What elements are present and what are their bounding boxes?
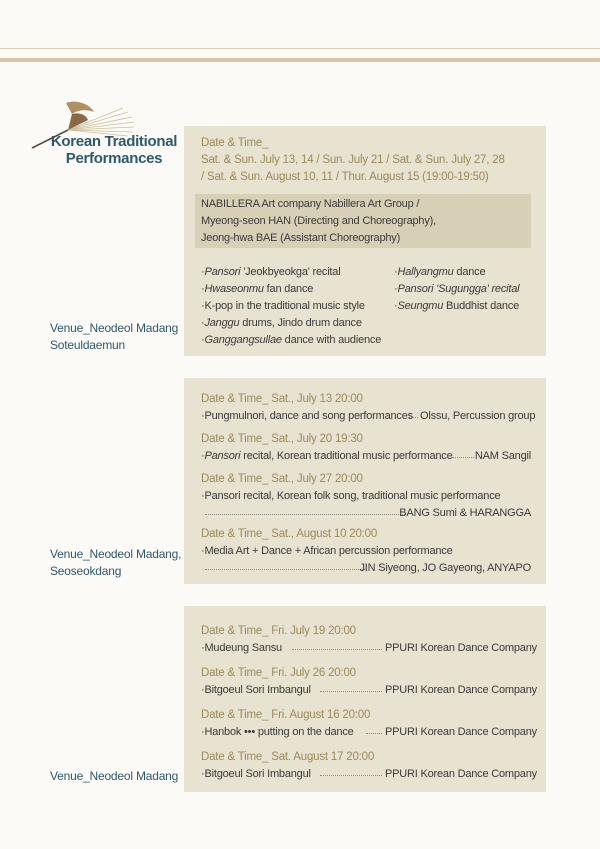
event-performer: JIN Siyeong, JO Gayeong, ANYAPO [359, 562, 531, 574]
program-item: ·Pansori 'Jeokbyeokga' recital [201, 266, 341, 278]
dot-leader [408, 417, 418, 418]
credits-line: Myeong-seon HAN (Directing and Choreography), [201, 215, 436, 227]
program-item: ·K-pop in the traditional music style [201, 300, 365, 312]
event-desc: ·Pansori recital, Korean folk song, traditional music performance [201, 490, 501, 502]
event-desc: ·Media Art + Dance + African percussion performance [201, 545, 453, 557]
section-title: Korean Traditional Performances [50, 133, 178, 167]
venue-label: Venue_Neodeol Madang, Seoseokdang [50, 547, 182, 578]
event-performer: PPURI Korean Dance Company [385, 642, 537, 654]
event-performer: PPURI Korean Dance Company [385, 726, 537, 738]
event-performer: BANG Sumi & HARANGGA [399, 507, 531, 519]
dot-leader [320, 691, 382, 692]
event-desc: ·Hanbok ••• putting on the dance [201, 726, 354, 738]
datetime-line: / Sat. & Sun. August 10, 11 / Thur. August 15 (19:00-19:50) [201, 171, 489, 183]
venue-label: Venue_Neodeol Madang [50, 769, 179, 783]
dot-leader [205, 514, 405, 515]
program-item: ·Hwaseonmu fan dance [201, 283, 314, 295]
event-performer: PPURI Korean Dance Company [385, 684, 537, 696]
event-date: Date & Time_ Sat. August 17 20:00 [201, 751, 375, 763]
program-item: ·Janggu drums, Jindo drum dance [201, 317, 362, 329]
event-date: Date & Time_ Sat., July 27 20:00 [201, 473, 363, 485]
event-desc: ·Pungmulnori, dance and song performances [201, 410, 413, 422]
event-desc: ·Mudeung Sansu [201, 642, 282, 654]
dot-leader [366, 733, 382, 734]
event-desc: ·Bitgoeul Sori Imbangul [201, 684, 311, 696]
top-rule-thin [0, 48, 600, 49]
event-date: Date & Time_ Sat., July 20 19:30 [201, 433, 363, 445]
top-rule-thick [0, 58, 600, 62]
event-date: Date & Time_ Fri. July 19 20:00 [201, 625, 356, 637]
event-performer: PPURI Korean Dance Company [385, 768, 537, 780]
credits-line: Jeong-hwa BAE (Assistant Choreography) [201, 232, 401, 244]
event-performer: NAM Sangil [474, 450, 531, 462]
dot-leader [320, 775, 382, 776]
dot-leader [292, 649, 382, 650]
program-item: ·Pansori 'Sugungga' recital [394, 283, 520, 295]
venue-label: Venue_Neodeol Madang Soteuldaemun [50, 321, 179, 352]
datetime-line: Sat. & Sun. July 13, 14 / Sun. July 21 / Sat. & Sun. July 27, 28 [201, 154, 505, 166]
event-desc: ·Pansori recital, Korean traditional music performance [201, 450, 453, 462]
event-date: Date & Time_ Sat., August 10 20:00 [201, 528, 378, 540]
event-desc: ·Bitgoeul Sori Imbangul [201, 768, 311, 780]
program-item: ·Seungmu Buddhist dance [394, 300, 520, 312]
event-date: Date & Time_ Fri. August 16 20:00 [201, 709, 371, 721]
event-date: Date & Time_ Sat., July 13 20:00 [201, 393, 363, 405]
program-item: ·Ganggangsullae dance with audience [201, 334, 382, 346]
program-item: ·Hallyangmu dance [394, 266, 486, 278]
event-performer: Olssu, Percussion group [420, 410, 536, 422]
event-date: Date & Time_ Fri. July 26 20:00 [201, 667, 356, 679]
datetime-label: Date & Time_ [201, 137, 269, 149]
credits-line: NABILLERA Art company Nabillera Art Group / [201, 198, 420, 210]
